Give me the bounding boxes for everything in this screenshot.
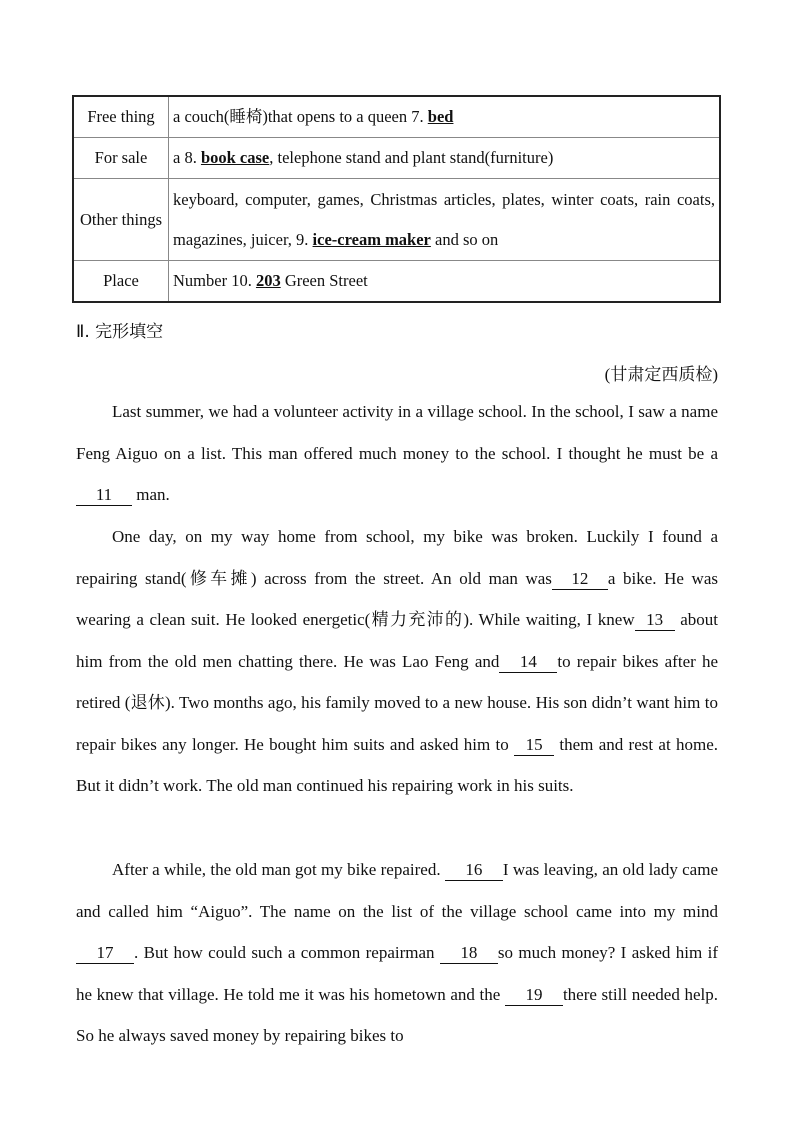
- row-value: [169, 261, 721, 303]
- row-label: For sale: [73, 138, 169, 179]
- table-row: [73, 179, 720, 261]
- answer-text: book case: [200, 148, 270, 167]
- passage-text: so much money? I asked him if he knew that village. He told me it was his hometown and the: [76, 943, 718, 1004]
- answer-text: ice-cream maker: [312, 229, 431, 249]
- passage-text: I was leaving, an old lady came and called him “Aiguo”. The name on the list of the village school came into my mind: [76, 860, 718, 921]
- cell-text: a 8.: [173, 148, 201, 167]
- blank-14[interactable]: 14: [499, 652, 557, 673]
- passage-paragraph-1: [76, 391, 718, 516]
- blank-18[interactable]: 18: [440, 943, 498, 964]
- row-value: [169, 138, 721, 179]
- passage-paragraph-3: [76, 849, 718, 1057]
- blank-19[interactable]: 19: [505, 985, 563, 1006]
- blank-15[interactable]: 15: [514, 735, 554, 756]
- passage-text: . But how could such a common repairman: [134, 943, 440, 962]
- passage-text: man.: [132, 485, 170, 504]
- cell-text: , telephone stand and plant stand(furniture): [269, 148, 554, 167]
- row-value: [169, 179, 721, 261]
- passage-text: One day, on my way home from school, my bike was broken. Luckily I found a repairing stand(修车摊) across from the street. An old man was: [76, 527, 718, 588]
- passage-text: them and rest at home. But it didn’t work. The old man continued his repairing work in his suits.: [76, 734, 718, 795]
- answer-text: 203: [255, 271, 281, 290]
- blank-17[interactable]: 17: [76, 943, 134, 964]
- table-row: [73, 261, 720, 303]
- blank-16[interactable]: 16: [445, 860, 503, 881]
- section-title: Ⅱ. 完形填空: [76, 322, 164, 342]
- row-label: Free thing: [73, 96, 169, 138]
- passage-text: Last summer, we had a volunteer activity in a village school. In the school, I saw a name Feng Aiguo on a list. This man offered much money to the school. I thought he must be a: [76, 402, 718, 463]
- source-note: (甘肃定西质检): [604, 365, 718, 384]
- passage-text: to repair bikes after he retired (退休). Two months ago, his family moved to a new house. His son didn’t want him to repair bikes any longer. He bought him suits and asked him to: [76, 651, 718, 754]
- table-row: [73, 138, 720, 179]
- blank-13[interactable]: 13: [635, 610, 675, 631]
- info-table: [72, 95, 721, 303]
- passage-paragraph-2: [76, 516, 718, 807]
- cell-text: Number 10.: [173, 271, 256, 290]
- cell-text: a couch(睡椅)that opens to a queen 7.: [173, 107, 428, 126]
- passage-text: about him from the old men chatting there. He was Lao Feng and: [76, 610, 718, 671]
- row-label: Other things: [73, 179, 169, 261]
- table-row: [73, 96, 720, 138]
- cell-text: Green Street: [280, 271, 368, 290]
- answer-text: bed: [427, 107, 454, 126]
- blank-12[interactable]: 12: [552, 569, 608, 590]
- cell-text: and so on: [430, 229, 499, 249]
- row-value: [169, 96, 721, 138]
- passage-text: there still needed help. So he always saved money by repairing bikes to: [76, 984, 718, 1045]
- passage-text: After a while, the old man got my bike repaired.: [112, 860, 445, 879]
- passage-text: a bike. He was wearing a clean suit. He looked energetic(精力充沛的). While waiting, I knew: [76, 568, 718, 629]
- row-label: Place: [73, 261, 169, 303]
- cell-text: keyboard, computer, games, Christmas articles, plates, winter coats, rain coats, magazines, juicer, 9.: [173, 189, 715, 249]
- blank-11[interactable]: 11: [76, 485, 132, 506]
